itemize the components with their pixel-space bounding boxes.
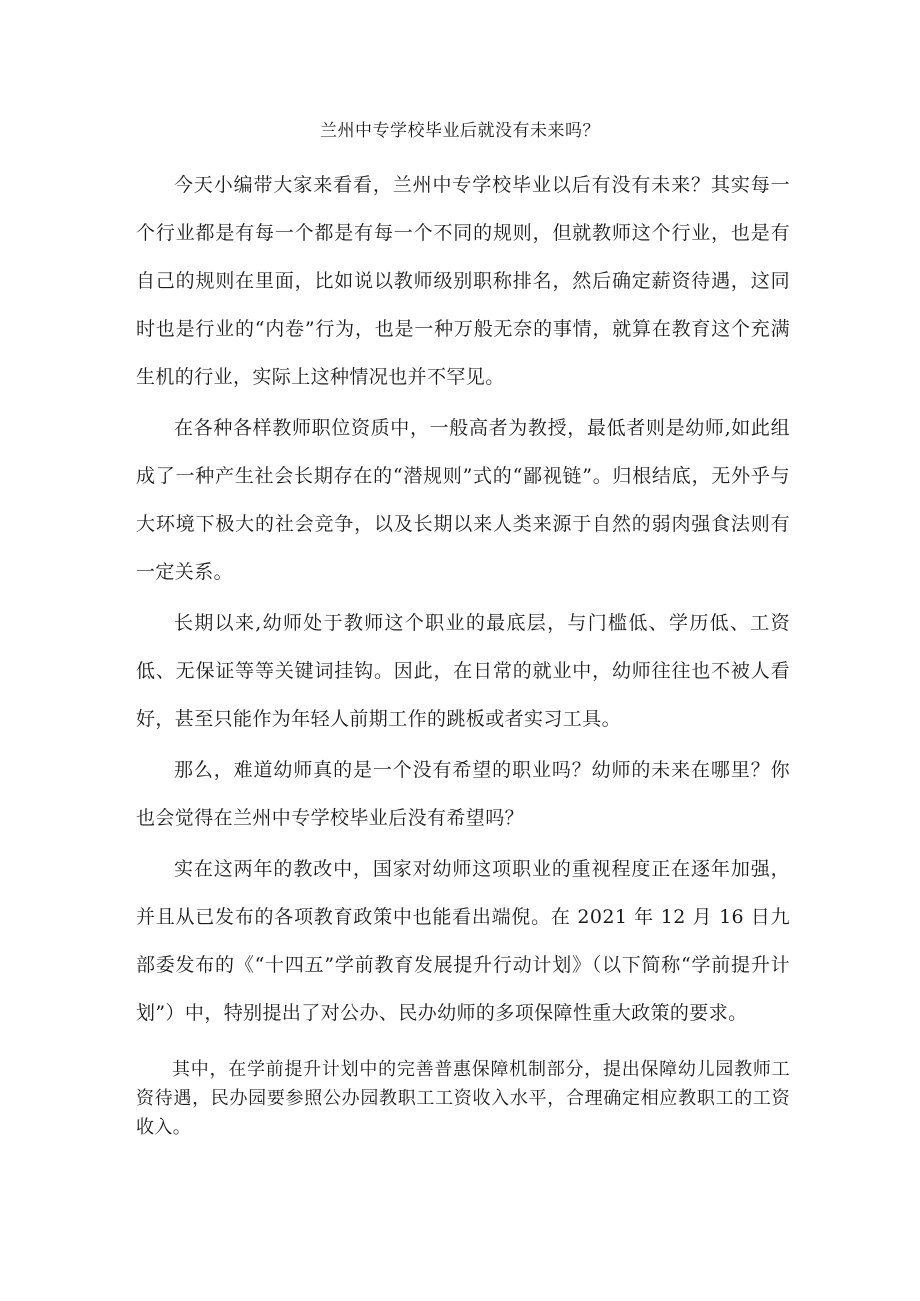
paragraph-policy: 实在这两年的教改中，国家对幼师这项职业的重视程度正在逐年加强，并且从已发布的各项教育政策中也能看出端倪。在 2021 年 12 月 16 日九部委发布的《“十四五”学前教育发展提升行动计划》（以下简称“学前提升计划”）中，特别提出了对公办、民办幼师的多项保障性重大政策的要求。 xyxy=(136,858,790,1024)
document-body xyxy=(136,161,790,1142)
paragraph-qualifications: 在各种各样教师职位资质中，一般高者为教授，最低者则是幼师,如此组成了一种产生社会长期存在的“潜规则”式的“鄙视链”。归根结底，无外乎与大环境下极大的社会竞争，以及长期以来人类来源于自然的弱肉强食法则有一定关系。 xyxy=(136,417,790,583)
paragraph-question: 那么，难道幼师真的是一个没有希望的职业吗？幼师的未来在哪里？你也会觉得在兰州中专学校毕业后没有希望吗？ xyxy=(136,759,790,829)
document-title: 兰州中专学校毕业后就没有未来吗？ xyxy=(320,121,600,141)
paragraph-low-status: 长期以来,幼师处于教师这个职业的最底层，与门槛低、学历低、工资低、无保证等等关键词挂钩。因此，在日常的就业中，幼师往往也不被人看好，甚至只能作为年轻人前期工作的跳板或者实习工具。 xyxy=(136,612,790,730)
paragraph-wages: 其中，在学前提升计划中的完善普惠保障机制部分，提出保障幼儿园教师工资待遇，民办园要参照公办园教职工工资收入水平，合理确定相应教职工的工资收入。 xyxy=(136,1059,790,1138)
paragraph-intro: 今天小编带大家来看看，兰州中专学校毕业以后有没有未来？其实每一个行业都是有每一个都是有每一个不同的规则，但就教师这个行业，也是有自己的规则在里面，比如说以教师级别职称排名，然后确定薪资待遇，这同时也是行业的“内卷”行为，也是一种万般无奈的事情，就算在教育这个充满生机的行业，实际上这种情况也并不罕见。 xyxy=(136,174,790,388)
